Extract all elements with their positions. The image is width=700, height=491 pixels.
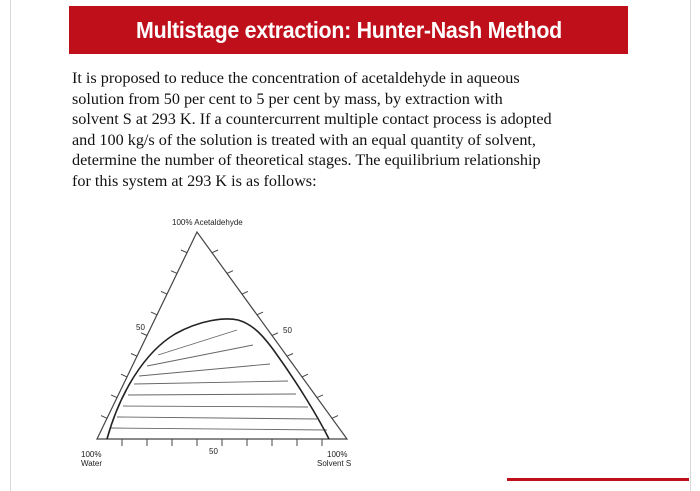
solvent-percent-label: 100%	[327, 450, 348, 459]
right-side-ticks	[212, 250, 338, 418]
solvent-label: Solvent S	[317, 459, 352, 468]
slide-title: Multistage extraction: Hunter-Nash Method	[135, 16, 562, 43]
base-ticks	[122, 439, 322, 446]
ternary-diagram	[70, 212, 390, 482]
bottom-accent-line	[507, 478, 689, 481]
problem-statement: It is proposed to reduce the concentration of acetaldehyde in aqueous solution from 50 per cent to 5 per cent by mass, by extraction with solvent S at 293 K. If a countercurrent multiple contact process is adopted and 100 kg/s of the solution is treated with an equal quantity of solvent, determine the number of theoretical stages. The equilibrium relationship for this system at 293 K is as follows:	[72, 69, 552, 190]
title-bar	[69, 6, 628, 54]
base-mid-label: 50	[209, 447, 218, 456]
apex-label: 100% Acetaldehyde	[172, 218, 243, 227]
binodal-curve	[107, 319, 329, 439]
water-label: Water	[81, 459, 103, 468]
right-side-label: 50	[283, 326, 292, 335]
water-percent-label: 100%	[81, 450, 102, 459]
triangle-outline	[97, 232, 347, 439]
left-side-label: 50	[136, 323, 145, 332]
